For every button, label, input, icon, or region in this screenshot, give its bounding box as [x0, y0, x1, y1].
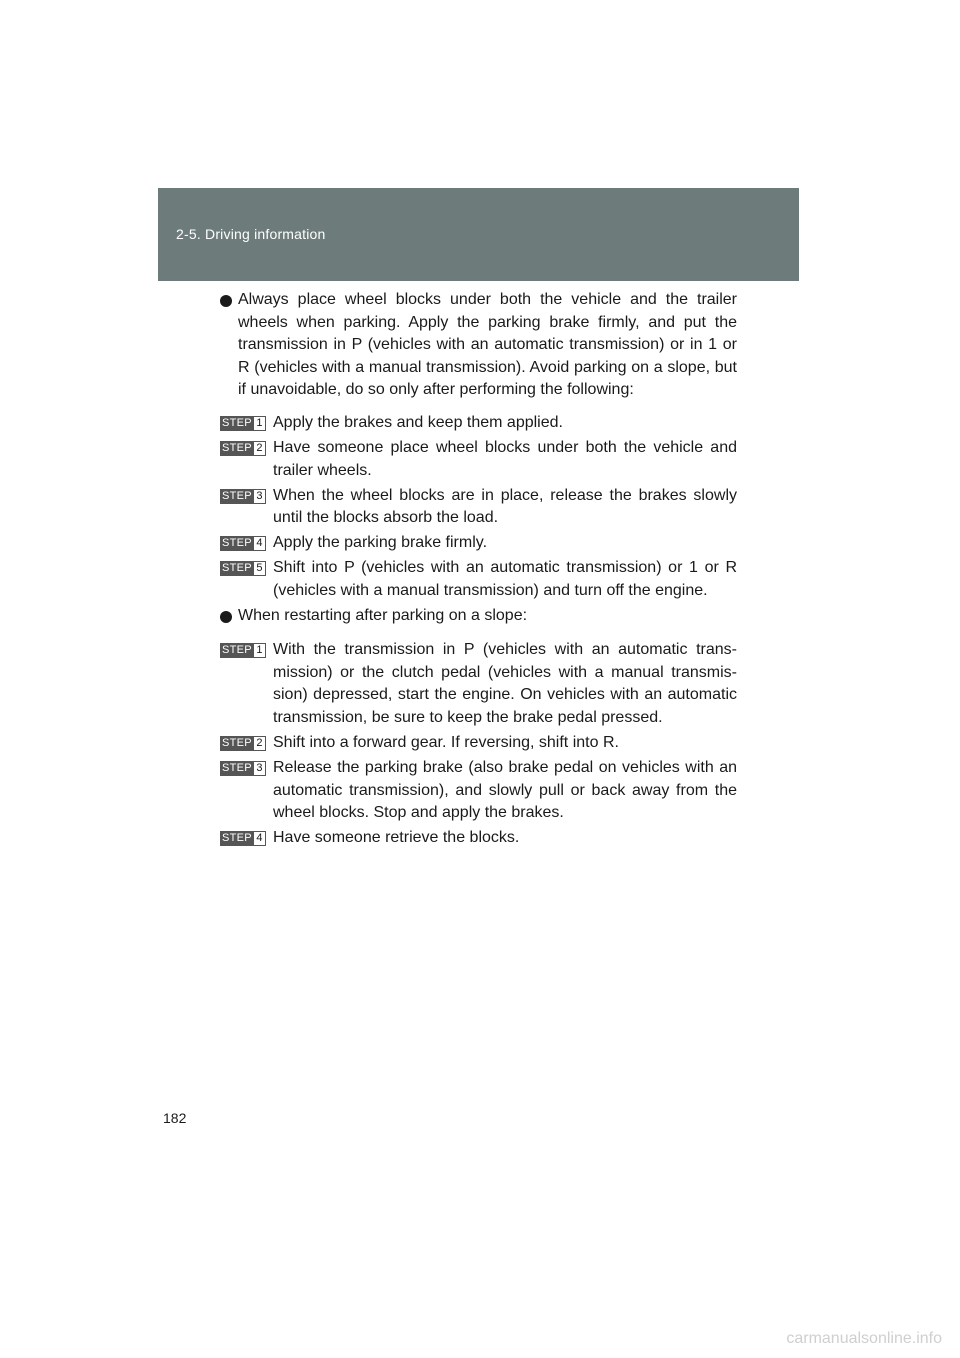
step-text: With the transmission in P (vehicles with an automatic trans-mission) or the clutch pedal (vehicles with a manual transmis-sion) depressed, start the engine. On vehicles with an automatic transmission, be sure to keep the brake pedal pressed. — [273, 641, 737, 727]
step-item — [220, 732, 737, 755]
section-title: 2-5. Driving information — [176, 226, 326, 242]
page-number: 182 — [163, 1110, 187, 1126]
page-content — [220, 289, 737, 852]
step-badge-icon: STEP 4 — [220, 831, 266, 846]
bullet-paragraph-restart — [220, 605, 737, 628]
bullet-dot-icon — [220, 295, 232, 307]
step-text: Have someone place wheel blocks under both the vehicle and trailer wheels. — [273, 438, 737, 479]
step-badge-icon: STEP 1 — [220, 643, 266, 658]
step-badge-icon: STEP 2 — [220, 441, 266, 456]
step-item — [220, 757, 737, 825]
step-badge-icon: STEP 3 — [220, 489, 266, 504]
step-item — [220, 532, 737, 555]
step-badge-icon: STEP 4 — [220, 536, 266, 551]
bullet-text: When restarting after parking on a slope: — [238, 606, 528, 624]
step-item — [220, 827, 737, 850]
step-text: Apply the brakes and keep them applied. — [273, 413, 563, 431]
step-text: Have someone retrieve the blocks. — [273, 829, 520, 847]
step-badge-icon: STEP 1 — [220, 416, 266, 431]
step-item — [220, 557, 737, 602]
bullet-paragraph-parking — [220, 289, 737, 402]
step-badge-icon: STEP 3 — [220, 761, 266, 776]
step-text: When the wheel blocks are in place, release the brakes slowly until the blocks absorb the load. — [273, 486, 737, 527]
step-text: Shift into a forward gear. If reversing, shift into R. — [273, 734, 619, 752]
step-item — [220, 412, 737, 435]
step-text: Apply the parking brake firmly. — [273, 534, 488, 552]
parking-steps-list — [220, 412, 737, 602]
step-text: Release the parking brake (also brake pedal on vehicles with an automatic transmission), and slowly pull or back away from the wheel blocks. Stop and apply the brakes. — [273, 759, 737, 822]
step-badge-icon: STEP 2 — [220, 736, 266, 751]
step-text: Shift into P (vehicles with an automatic transmission) or 1 or R (vehicles with a manual transmission) and turn off the engine. — [273, 559, 737, 599]
watermark-text: carmanualsonline.info — [786, 1330, 942, 1347]
step-item — [220, 437, 737, 482]
step-badge-icon: STEP 5 — [220, 561, 266, 576]
bullet-dot-icon — [220, 611, 232, 623]
step-item — [220, 485, 737, 530]
step-item — [220, 639, 737, 729]
section-header-band — [158, 188, 799, 281]
bullet-text: Always place wheel blocks under both the vehicle and the trailer wheels when parking. Apply the parking brake firmly, and put the transmission in P (vehicles with an automatic transmission) or in 1 or R (vehicles with a manual transmission). Avoid parking on a slope, but if unavoidable, do so only after performing the following: — [238, 291, 737, 399]
restart-steps-list — [220, 639, 737, 850]
